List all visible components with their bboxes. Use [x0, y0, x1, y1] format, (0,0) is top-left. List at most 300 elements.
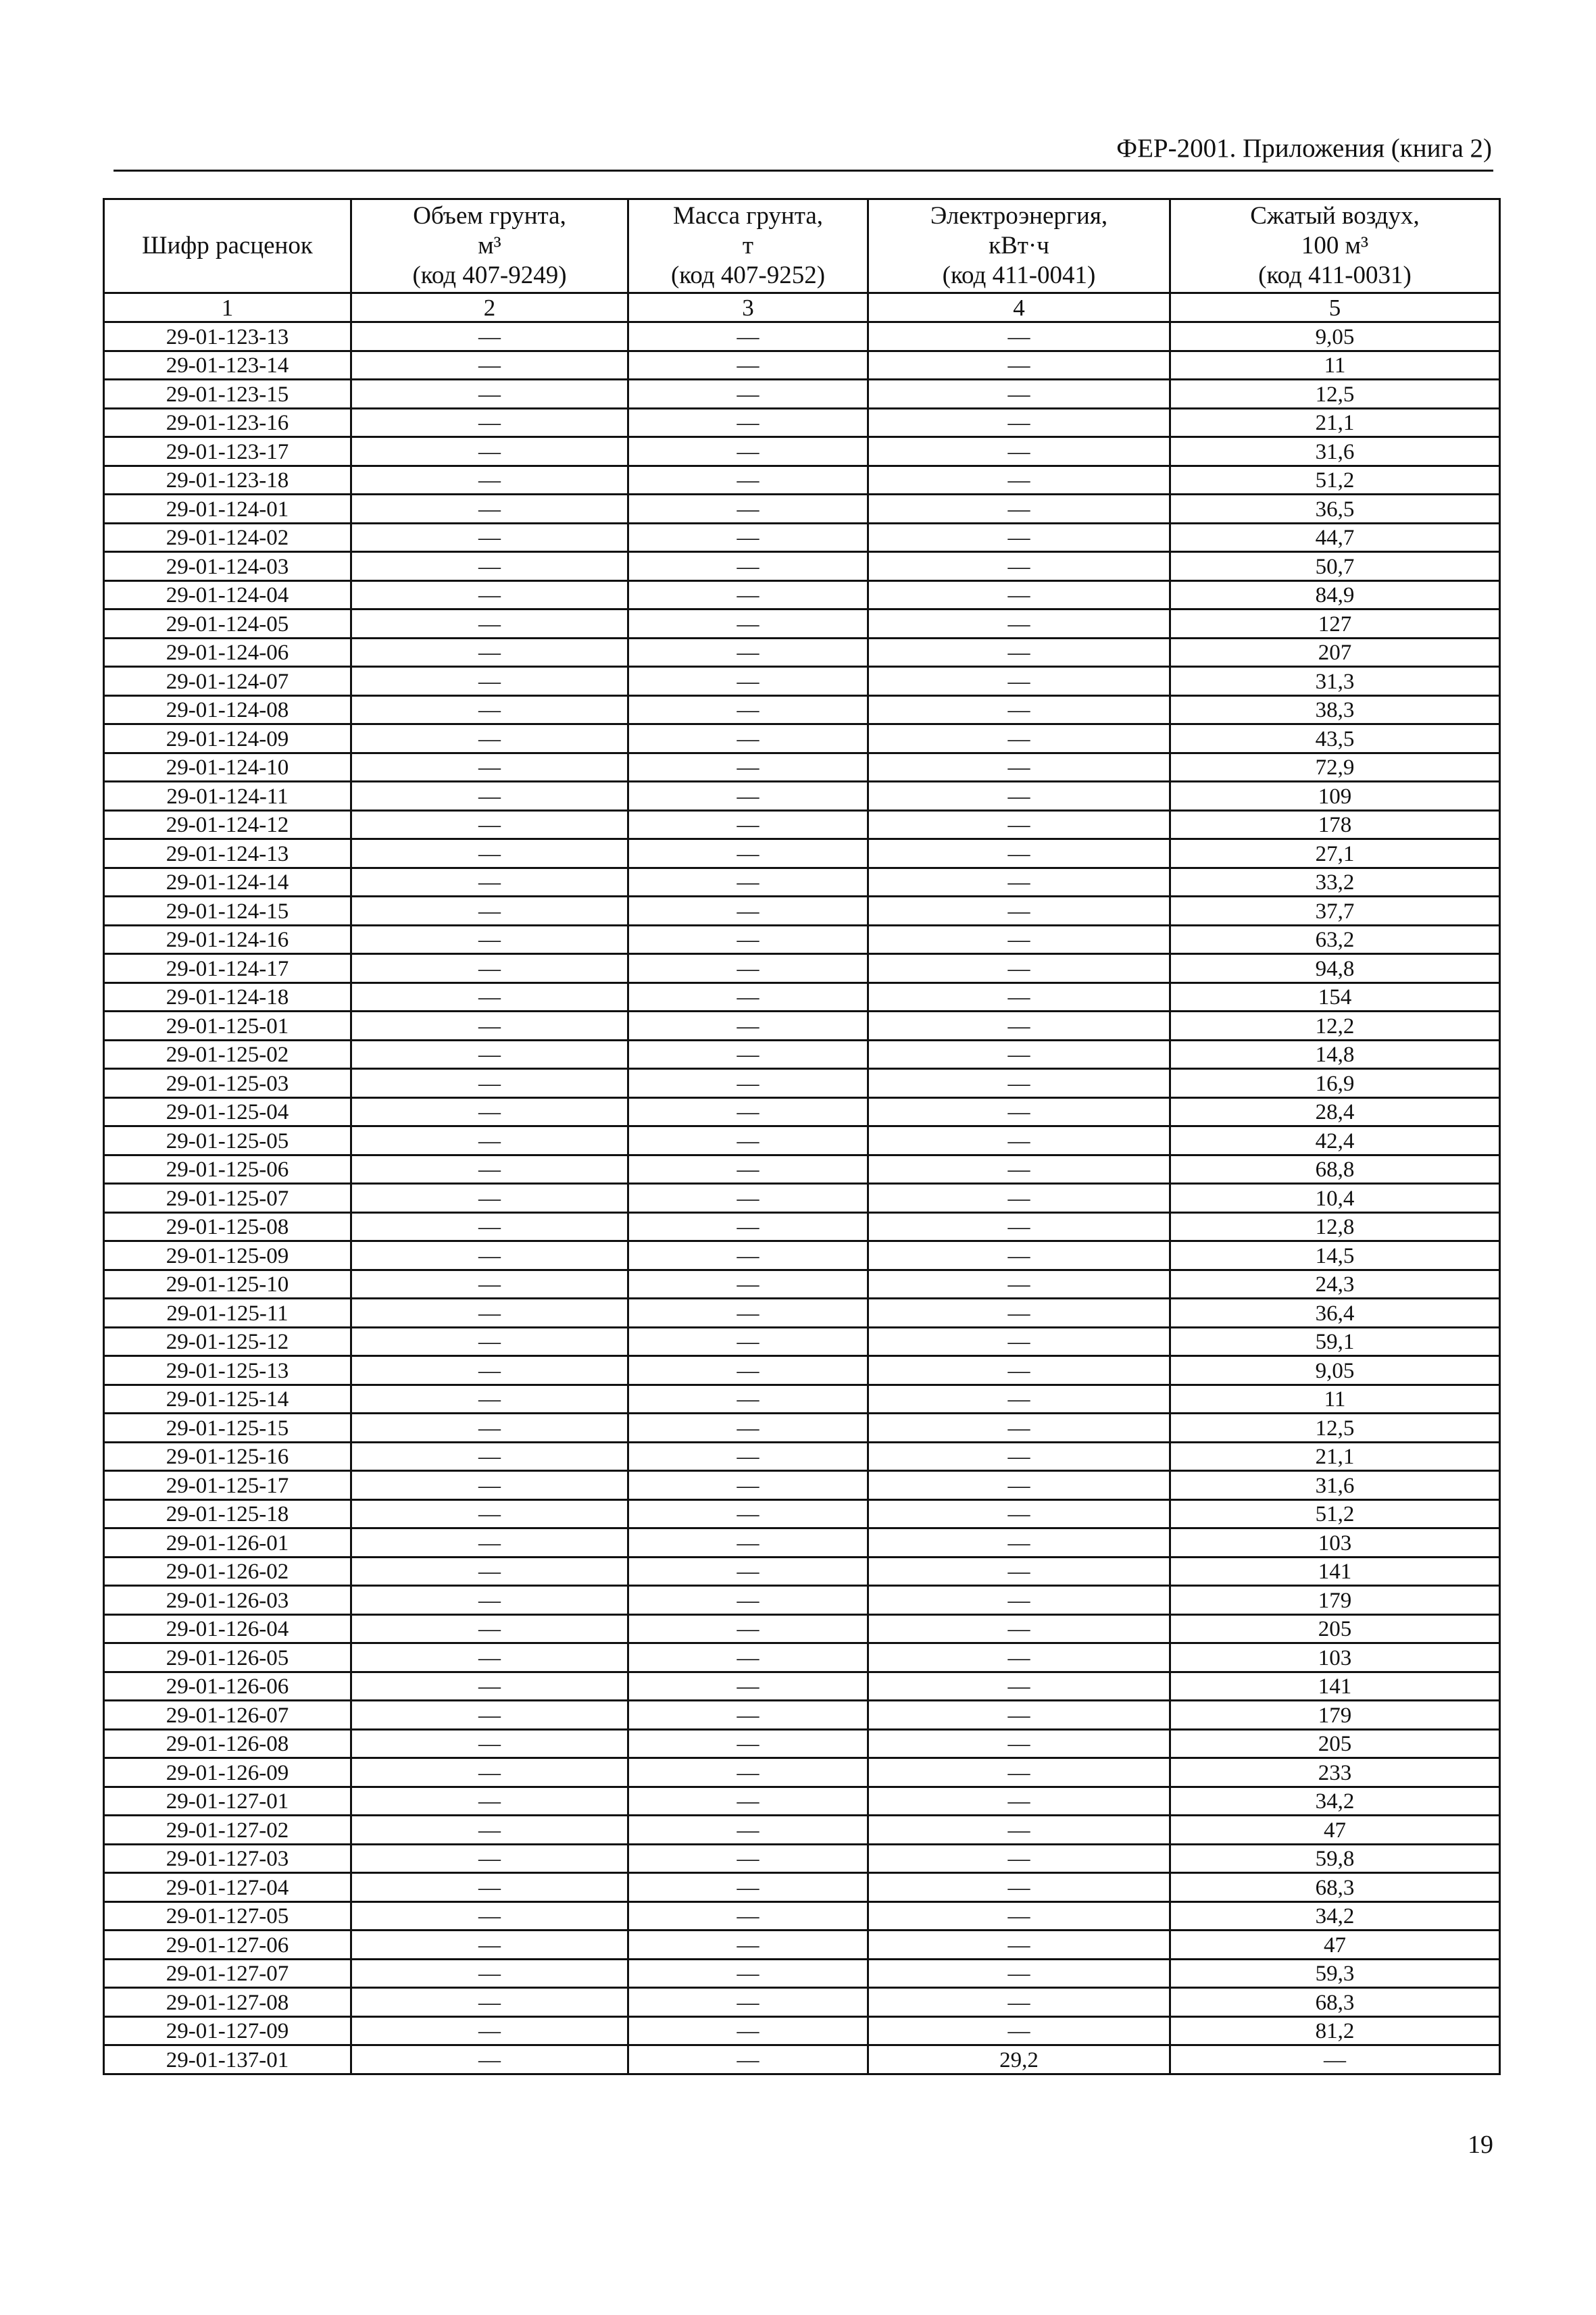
rate-code-cell: 29-01-125-12: [104, 1327, 351, 1356]
table-row: [104, 1557, 1500, 1586]
electricity-cell: —: [868, 954, 1170, 983]
electricity-cell: —: [868, 1844, 1170, 1873]
table-row: [104, 1356, 1500, 1385]
soil-mass-cell: —: [628, 695, 868, 724]
rate-code-cell: 29-01-124-03: [104, 552, 351, 581]
soil-mass-cell: —: [628, 638, 868, 667]
soil-mass-cell: —: [628, 1816, 868, 1845]
electricity-cell: —: [868, 580, 1170, 609]
rate-code-cell: 29-01-124-12: [104, 810, 351, 839]
soil-mass-cell: —: [628, 1931, 868, 1960]
table-row: [104, 1069, 1500, 1098]
soil-mass-cell: —: [628, 609, 868, 639]
compressed-air-cell: 68,3: [1170, 1988, 1500, 2017]
soil-mass-cell: —: [628, 1614, 868, 1643]
compressed-air-cell: 51,2: [1170, 1499, 1500, 1528]
soil-mass-cell: —: [628, 1299, 868, 1328]
compressed-air-cell: 28,4: [1170, 1097, 1500, 1126]
table-row: [104, 667, 1500, 696]
soil-volume-cell: —: [351, 1097, 628, 1126]
rate-code-cell: 29-01-125-03: [104, 1069, 351, 1098]
soil-mass-cell: —: [628, 408, 868, 437]
table-row: [104, 1184, 1500, 1213]
compressed-air-cell: 68,3: [1170, 1873, 1500, 1902]
rate-code-cell: 29-01-124-07: [104, 667, 351, 696]
table-row: [104, 408, 1500, 437]
compressed-air-cell: 47: [1170, 1931, 1500, 1960]
soil-volume-cell: —: [351, 1126, 628, 1155]
table-row: [104, 2016, 1500, 2045]
rate-code-cell: 29-01-126-05: [104, 1643, 351, 1672]
soil-mass-cell: —: [628, 1901, 868, 1931]
soil-volume-cell: —: [351, 695, 628, 724]
compressed-air-cell: 31,3: [1170, 667, 1500, 696]
soil-mass-cell: —: [628, 466, 868, 495]
soil-volume-cell: —: [351, 1959, 628, 1988]
soil-mass-cell: —: [628, 1499, 868, 1528]
column-number: 1: [104, 293, 351, 322]
column-header-line: Объем грунта,: [413, 202, 566, 230]
soil-volume-cell: —: [351, 552, 628, 581]
rate-code-cell: 29-01-126-06: [104, 1672, 351, 1701]
table-row: [104, 1499, 1500, 1528]
electricity-cell: —: [868, 437, 1170, 466]
soil-volume-cell: —: [351, 1385, 628, 1414]
electricity-cell: —: [868, 1184, 1170, 1213]
table-row: [104, 1012, 1500, 1041]
rate-code-cell: 29-01-125-10: [104, 1270, 351, 1299]
soil-mass-cell: —: [628, 380, 868, 409]
soil-volume-cell: —: [351, 466, 628, 495]
soil-volume-cell: —: [351, 523, 628, 552]
soil-volume-cell: —: [351, 753, 628, 782]
electricity-cell: —: [868, 380, 1170, 409]
table-row: [104, 1299, 1500, 1328]
table-row: [104, 1701, 1500, 1730]
soil-volume-cell: —: [351, 1758, 628, 1787]
rate-code-cell: 29-01-124-17: [104, 954, 351, 983]
rate-code-cell: 29-01-126-07: [104, 1701, 351, 1730]
soil-mass-cell: —: [628, 1586, 868, 1615]
soil-mass-cell: —: [628, 1528, 868, 1558]
soil-volume-cell: —: [351, 322, 628, 351]
table-row: [104, 1758, 1500, 1787]
compressed-air-cell: 81,2: [1170, 2016, 1500, 2045]
table-row: [104, 437, 1500, 466]
rate-code-cell: 29-01-127-09: [104, 2016, 351, 2045]
soil-volume-cell: —: [351, 1787, 628, 1816]
running-header: ФЕР-2001. Приложения (книга 2): [1116, 134, 1492, 163]
table-row: [104, 1643, 1500, 1672]
soil-volume-cell: —: [351, 1729, 628, 1758]
electricity-cell: —: [868, 897, 1170, 926]
rate-code-cell: 29-01-124-15: [104, 897, 351, 926]
soil-volume-cell: —: [351, 1499, 628, 1528]
table-row: [104, 1212, 1500, 1241]
table-row: [104, 1414, 1500, 1443]
table-row: [104, 1442, 1500, 1471]
compressed-air-cell: 24,3: [1170, 1270, 1500, 1299]
compressed-air-cell: 68,8: [1170, 1155, 1500, 1184]
soil-mass-cell: —: [628, 1844, 868, 1873]
rate-code-cell: 29-01-126-04: [104, 1614, 351, 1643]
rate-code-cell: 29-01-125-18: [104, 1499, 351, 1528]
electricity-cell: —: [868, 1040, 1170, 1069]
soil-volume-cell: —: [351, 782, 628, 811]
soil-mass-cell: —: [628, 2016, 868, 2045]
soil-mass-cell: —: [628, 1729, 868, 1758]
table-row: [104, 1040, 1500, 1069]
soil-mass-cell: —: [628, 1873, 868, 1902]
table-row: [104, 1816, 1500, 1845]
compressed-air-cell: 12,2: [1170, 1012, 1500, 1041]
compressed-air-cell: 44,7: [1170, 523, 1500, 552]
soil-volume-cell: —: [351, 954, 628, 983]
compressed-air-cell: 33,2: [1170, 868, 1500, 897]
soil-mass-cell: —: [628, 753, 868, 782]
table-row: [104, 495, 1500, 524]
soil-mass-cell: —: [628, 495, 868, 524]
column-header-row: [104, 199, 1500, 293]
column-header-electricity: [868, 199, 1170, 293]
page-number: 19: [1468, 2131, 1493, 2159]
column-header-line: кВт·ч: [989, 232, 1049, 259]
rate-code-cell: 29-01-124-02: [104, 523, 351, 552]
electricity-cell: —: [868, 925, 1170, 954]
table-row: [104, 724, 1500, 753]
electricity-cell: —: [868, 495, 1170, 524]
compressed-air-cell: 34,2: [1170, 1901, 1500, 1931]
column-number-row: [104, 293, 1500, 322]
table-row: [104, 351, 1500, 380]
electricity-cell: —: [868, 552, 1170, 581]
rate-code-cell: 29-01-124-10: [104, 753, 351, 782]
table-row: [104, 523, 1500, 552]
soil-volume-cell: —: [351, 580, 628, 609]
soil-volume-cell: —: [351, 1414, 628, 1443]
compressed-air-cell: 10,4: [1170, 1184, 1500, 1213]
rate-code-cell: 29-01-127-03: [104, 1844, 351, 1873]
soil-volume-cell: —: [351, 495, 628, 524]
rate-code-cell: 29-01-125-02: [104, 1040, 351, 1069]
rate-code-cell: 29-01-125-16: [104, 1442, 351, 1471]
electricity-cell: —: [868, 1241, 1170, 1270]
soil-volume-cell: —: [351, 1672, 628, 1701]
soil-volume-cell: —: [351, 1471, 628, 1500]
soil-mass-cell: —: [628, 982, 868, 1012]
electricity-cell: —: [868, 1212, 1170, 1241]
electricity-cell: —: [868, 695, 1170, 724]
soil-volume-cell: —: [351, 667, 628, 696]
column-header-line: Электроэнергия,: [930, 202, 1108, 230]
column-header-line: (код 411-0041): [942, 262, 1096, 289]
compressed-air-cell: 94,8: [1170, 954, 1500, 983]
soil-mass-cell: —: [628, 322, 868, 351]
rate-code-cell: 29-01-123-13: [104, 322, 351, 351]
table-row: [104, 839, 1500, 868]
table-row: [104, 925, 1500, 954]
compressed-air-cell: 12,5: [1170, 1414, 1500, 1443]
table-row: [104, 1270, 1500, 1299]
soil-volume-cell: —: [351, 868, 628, 897]
soil-mass-cell: —: [628, 1356, 868, 1385]
table-row: [104, 1097, 1500, 1126]
rate-code-cell: 29-01-125-17: [104, 1471, 351, 1500]
rate-code-cell: 29-01-125-13: [104, 1356, 351, 1385]
rate-code-cell: 29-01-124-14: [104, 868, 351, 897]
rate-code-cell: 29-01-126-03: [104, 1586, 351, 1615]
soil-mass-cell: —: [628, 1442, 868, 1471]
electricity-cell: —: [868, 1643, 1170, 1672]
electricity-cell: —: [868, 1499, 1170, 1528]
table-row: [104, 1586, 1500, 1615]
rate-code-cell: 29-01-125-11: [104, 1299, 351, 1328]
rate-code-cell: 29-01-124-18: [104, 982, 351, 1012]
soil-volume-cell: —: [351, 925, 628, 954]
compressed-air-cell: 21,1: [1170, 1442, 1500, 1471]
electricity-cell: —: [868, 1069, 1170, 1098]
soil-mass-cell: —: [628, 437, 868, 466]
rate-code-cell: 29-01-123-16: [104, 408, 351, 437]
soil-mass-cell: —: [628, 1959, 868, 1988]
table-row: [104, 1614, 1500, 1643]
electricity-cell: —: [868, 1586, 1170, 1615]
electricity-cell: —: [868, 609, 1170, 639]
soil-mass-cell: —: [628, 2045, 868, 2074]
soil-volume-cell: —: [351, 1299, 628, 1328]
electricity-cell: —: [868, 810, 1170, 839]
compressed-air-cell: 27,1: [1170, 839, 1500, 868]
table-row: [104, 380, 1500, 409]
rate-code-cell: 29-01-125-08: [104, 1212, 351, 1241]
compressed-air-cell: 38,3: [1170, 695, 1500, 724]
soil-volume-cell: —: [351, 437, 628, 466]
table-row: [104, 1729, 1500, 1758]
table-row: [104, 1901, 1500, 1931]
electricity-cell: —: [868, 1988, 1170, 2017]
soil-volume-cell: —: [351, 2016, 628, 2045]
compressed-air-cell: 47: [1170, 1816, 1500, 1845]
soil-mass-cell: —: [628, 897, 868, 926]
column-header-line: Шифр расценок: [142, 232, 313, 259]
rate-code-cell: 29-01-126-08: [104, 1729, 351, 1758]
rate-code-cell: 29-01-125-07: [104, 1184, 351, 1213]
electricity-cell: —: [868, 1012, 1170, 1041]
compressed-air-cell: 31,6: [1170, 1471, 1500, 1500]
compressed-air-cell: 233: [1170, 1758, 1500, 1787]
soil-mass-cell: —: [628, 351, 868, 380]
electricity-cell: —: [868, 1701, 1170, 1730]
soil-mass-cell: —: [628, 1184, 868, 1213]
compressed-air-cell: 59,1: [1170, 1327, 1500, 1356]
soil-volume-cell: —: [351, 810, 628, 839]
table-row: [104, 1155, 1500, 1184]
electricity-cell: —: [868, 753, 1170, 782]
soil-volume-cell: —: [351, 1528, 628, 1558]
soil-volume-cell: —: [351, 1557, 628, 1586]
soil-volume-cell: —: [351, 1614, 628, 1643]
rate-code-cell: 29-01-125-06: [104, 1155, 351, 1184]
soil-volume-cell: —: [351, 1327, 628, 1356]
soil-volume-cell: —: [351, 1212, 628, 1241]
compressed-air-cell: 11: [1170, 351, 1500, 380]
table-row: [104, 1126, 1500, 1155]
compressed-air-cell: 50,7: [1170, 552, 1500, 581]
table-row: [104, 552, 1500, 581]
soil-mass-cell: —: [628, 925, 868, 954]
column-header-line: (код 407-9249): [412, 262, 567, 289]
table-row: [104, 753, 1500, 782]
column-header-line: Сжатый воздух,: [1250, 202, 1420, 230]
rate-code-cell: 29-01-124-08: [104, 695, 351, 724]
table-head: [104, 199, 1500, 322]
table-row: [104, 609, 1500, 639]
table-row: [104, 1988, 1500, 2017]
column-header-line: м³: [478, 232, 501, 259]
table-row: [104, 1931, 1500, 1960]
soil-volume-cell: —: [351, 638, 628, 667]
rate-code-cell: 29-01-124-04: [104, 580, 351, 609]
electricity-cell: —: [868, 1442, 1170, 1471]
column-header-line: т: [742, 232, 754, 259]
soil-volume-cell: —: [351, 1069, 628, 1098]
soil-mass-cell: —: [628, 810, 868, 839]
column-number: 2: [351, 293, 628, 322]
soil-mass-cell: —: [628, 1471, 868, 1500]
compressed-air-cell: 36,5: [1170, 495, 1500, 524]
table-row: [104, 954, 1500, 983]
soil-mass-cell: —: [628, 1327, 868, 1356]
rate-code-cell: 29-01-126-09: [104, 1758, 351, 1787]
soil-mass-cell: —: [628, 839, 868, 868]
rate-code-cell: 29-01-124-16: [104, 925, 351, 954]
soil-mass-cell: —: [628, 1701, 868, 1730]
table-body: [104, 322, 1500, 2074]
compressed-air-cell: 63,2: [1170, 925, 1500, 954]
compressed-air-cell: 59,3: [1170, 1959, 1500, 1988]
compressed-air-cell: 207: [1170, 638, 1500, 667]
compressed-air-cell: 9,05: [1170, 322, 1500, 351]
soil-mass-cell: —: [628, 1040, 868, 1069]
compressed-air-cell: 103: [1170, 1643, 1500, 1672]
electricity-cell: —: [868, 1557, 1170, 1586]
column-header-line: 100 м³: [1301, 232, 1369, 259]
table-row: [104, 1844, 1500, 1873]
soil-mass-cell: —: [628, 1988, 868, 2017]
electricity-cell: —: [868, 667, 1170, 696]
soil-volume-cell: —: [351, 408, 628, 437]
rate-code-cell: 29-01-124-06: [104, 638, 351, 667]
compressed-air-cell: 178: [1170, 810, 1500, 839]
soil-volume-cell: —: [351, 1155, 628, 1184]
electricity-cell: —: [868, 2016, 1170, 2045]
electricity-cell: —: [868, 839, 1170, 868]
table-row: [104, 1241, 1500, 1270]
soil-volume-cell: —: [351, 1901, 628, 1931]
rate-code-cell: 29-01-124-05: [104, 609, 351, 639]
column-header-code: [104, 199, 351, 293]
soil-volume-cell: —: [351, 1643, 628, 1672]
electricity-cell: —: [868, 1787, 1170, 1816]
soil-mass-cell: —: [628, 552, 868, 581]
rate-code-cell: 29-01-123-15: [104, 380, 351, 409]
compressed-air-cell: 205: [1170, 1729, 1500, 1758]
soil-mass-cell: —: [628, 1155, 868, 1184]
compressed-air-cell: 42,4: [1170, 1126, 1500, 1155]
column-number: 4: [868, 293, 1170, 322]
soil-volume-cell: —: [351, 609, 628, 639]
electricity-cell: —: [868, 1614, 1170, 1643]
rate-code-cell: 29-01-125-01: [104, 1012, 351, 1041]
column-header-soil-mass: [628, 199, 868, 293]
table-row: [104, 1959, 1500, 1988]
rate-code-cell: 29-01-123-18: [104, 466, 351, 495]
compressed-air-cell: 9,05: [1170, 1356, 1500, 1385]
electricity-cell: —: [868, 1758, 1170, 1787]
compressed-air-cell: 37,7: [1170, 897, 1500, 926]
compressed-air-cell: 12,5: [1170, 380, 1500, 409]
compressed-air-cell: 14,5: [1170, 1241, 1500, 1270]
column-number: 3: [628, 293, 868, 322]
soil-mass-cell: —: [628, 1385, 868, 1414]
electricity-cell: —: [868, 1672, 1170, 1701]
soil-volume-cell: —: [351, 2045, 628, 2074]
soil-mass-cell: —: [628, 1212, 868, 1241]
rate-code-cell: 29-01-137-01: [104, 2045, 351, 2074]
soil-mass-cell: —: [628, 724, 868, 753]
soil-volume-cell: —: [351, 1356, 628, 1385]
rate-code-cell: 29-01-125-15: [104, 1414, 351, 1443]
soil-mass-cell: —: [628, 1270, 868, 1299]
compressed-air-cell: 154: [1170, 982, 1500, 1012]
table-row: [104, 2045, 1500, 2074]
electricity-cell: —: [868, 523, 1170, 552]
soil-volume-cell: —: [351, 1184, 628, 1213]
rate-code-cell: 29-01-125-09: [104, 1241, 351, 1270]
compressed-air-cell: 21,1: [1170, 408, 1500, 437]
column-header-compressed-air: [1170, 199, 1500, 293]
table-row: [104, 897, 1500, 926]
column-header-soil-volume: [351, 199, 628, 293]
compressed-air-cell: —: [1170, 2045, 1500, 2074]
compressed-air-cell: 31,6: [1170, 437, 1500, 466]
table-row: [104, 810, 1500, 839]
soil-mass-cell: —: [628, 1557, 868, 1586]
compressed-air-cell: 43,5: [1170, 724, 1500, 753]
soil-volume-cell: —: [351, 1012, 628, 1041]
header-rule: [114, 170, 1493, 172]
soil-mass-cell: —: [628, 1097, 868, 1126]
rate-code-cell: 29-01-126-01: [104, 1528, 351, 1558]
column-number: 5: [1170, 293, 1500, 322]
rate-code-cell: 29-01-124-09: [104, 724, 351, 753]
rate-code-cell: 29-01-127-08: [104, 1988, 351, 2017]
soil-mass-cell: —: [628, 1012, 868, 1041]
electricity-cell: —: [868, 1901, 1170, 1931]
electricity-cell: —: [868, 982, 1170, 1012]
compressed-air-cell: 109: [1170, 782, 1500, 811]
rate-code-cell: 29-01-127-04: [104, 1873, 351, 1902]
table-row: [104, 466, 1500, 495]
soil-volume-cell: —: [351, 1241, 628, 1270]
soil-volume-cell: —: [351, 1701, 628, 1730]
rate-code-cell: 29-01-127-01: [104, 1787, 351, 1816]
electricity-cell: —: [868, 1126, 1170, 1155]
rate-code-cell: 29-01-127-05: [104, 1901, 351, 1931]
rate-code-cell: 29-01-126-02: [104, 1557, 351, 1586]
compressed-air-cell: 205: [1170, 1614, 1500, 1643]
soil-mass-cell: —: [628, 580, 868, 609]
